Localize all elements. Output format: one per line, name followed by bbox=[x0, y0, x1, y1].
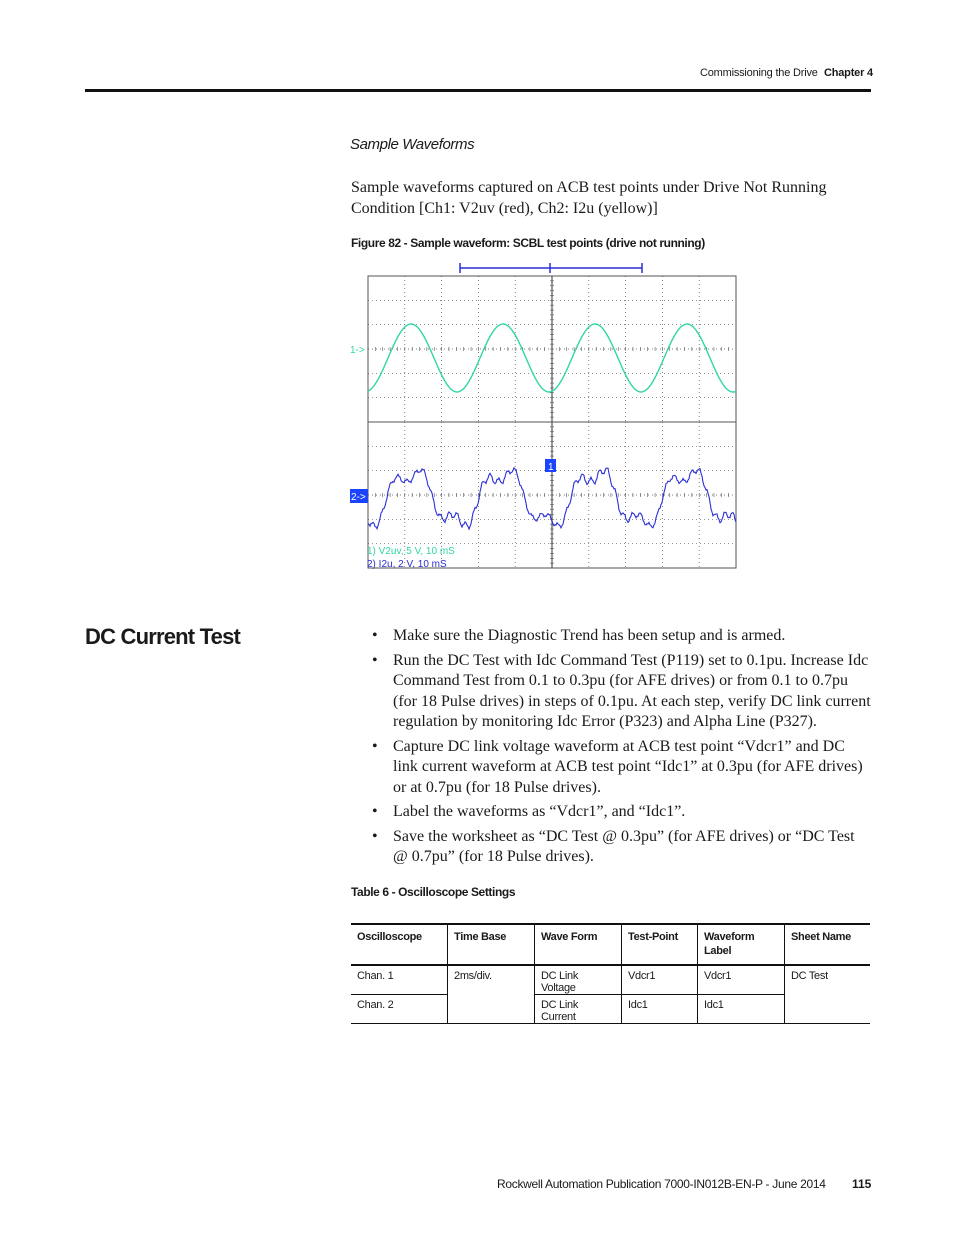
column-header: Sheet Name bbox=[785, 924, 871, 965]
list-item: • Run the DC Test with Idc Command Test (P119) set to 0.1pu. Increase Idc Command Test from 0.1 to 0.3pu (for AFE drives) or from 0.1 to 0.7pu (for 18 Pulse drives) in steps of 0.1pu. At each step, verify DC link current regulation by monitoring Idc Error (P323) and Alpha Line (P327). bbox=[372, 651, 872, 733]
running-header-section: Commissioning the Drive bbox=[700, 67, 818, 79]
channel-1-settings-label: 1) V2uv, 5 V, 10 mS bbox=[367, 546, 455, 557]
scope-background bbox=[350, 254, 740, 574]
list-item: • Save the worksheet as “DC Test @ 0.3pu” (for AFE drives) or “DC Test @ 0.7pu” (for 18 Pulse drives). bbox=[372, 827, 872, 868]
page-number: 115 bbox=[852, 1177, 872, 1191]
table-cell: Idc1 bbox=[622, 995, 698, 1024]
table-cell: Vdcr1 bbox=[698, 965, 785, 995]
table-row bbox=[351, 965, 870, 995]
table-cell: DC Link Voltage bbox=[535, 965, 622, 995]
footer-publication: Rockwell Automation Publication 7000-IN012B-EN-P - June 2014 bbox=[497, 1177, 826, 1191]
channel-2-settings-label: 2) I2u, 2 V, 10 mS bbox=[367, 559, 447, 570]
trigger-marker: 1 bbox=[548, 462, 554, 473]
column-header: Waveform Label bbox=[698, 924, 785, 965]
figure-caption: Figure 82 - Sample waveform: SCBL test points (drive not running) bbox=[351, 236, 705, 250]
channel-1-marker: 1-> bbox=[350, 345, 365, 356]
table-caption: Table 6 - Oscilloscope Settings bbox=[351, 885, 516, 899]
running-header-chapter: Chapter 4 bbox=[824, 67, 873, 79]
table-cell: 2ms/div. bbox=[448, 965, 535, 1024]
header-rule bbox=[85, 89, 871, 92]
sample-waveforms-intro: Sample waveforms captured on ACB test points under Drive Not Running Condition [Ch1: V2uv (red), Ch2: I2u (yellow)] bbox=[351, 179, 827, 217]
table-cell: Vdcr1 bbox=[622, 965, 698, 995]
table-cell: Chan. 1 bbox=[351, 965, 448, 995]
table-header-row bbox=[351, 924, 870, 965]
channel-2-marker: 2-> bbox=[351, 492, 366, 503]
oscilloscope-figure bbox=[350, 254, 740, 574]
column-header: Time Base bbox=[448, 924, 535, 965]
column-header: Oscilloscope bbox=[351, 924, 448, 965]
table-cell: DC Link Current bbox=[535, 995, 622, 1024]
list-item: • Capture DC link voltage waveform at ACB test point “Vdcr1” and DC link current waveform at ACB test point “Idc1” at 0.3pu (for AFE drives) or at 0.7pu (for 18 Pulse drives). bbox=[372, 737, 872, 799]
dc-test-steps bbox=[372, 626, 872, 872]
column-header: Wave Form bbox=[535, 924, 622, 965]
sample-waveforms-heading: Sample Waveforms bbox=[350, 136, 475, 153]
table-cell: Idc1 bbox=[698, 995, 785, 1024]
list-item: • Make sure the Diagnostic Trend has been setup and is armed. bbox=[372, 626, 872, 647]
column-header: Test-Point bbox=[622, 924, 698, 965]
list-item: • Label the waveforms as “Vdcr1”, and “Idc1”. bbox=[372, 802, 872, 823]
table-cell: Chan. 2 bbox=[351, 995, 448, 1024]
oscilloscope-settings-table bbox=[351, 923, 870, 1024]
table-cell: DC Test bbox=[785, 965, 871, 1024]
dc-current-test-heading: DC Current Test bbox=[85, 624, 241, 649]
